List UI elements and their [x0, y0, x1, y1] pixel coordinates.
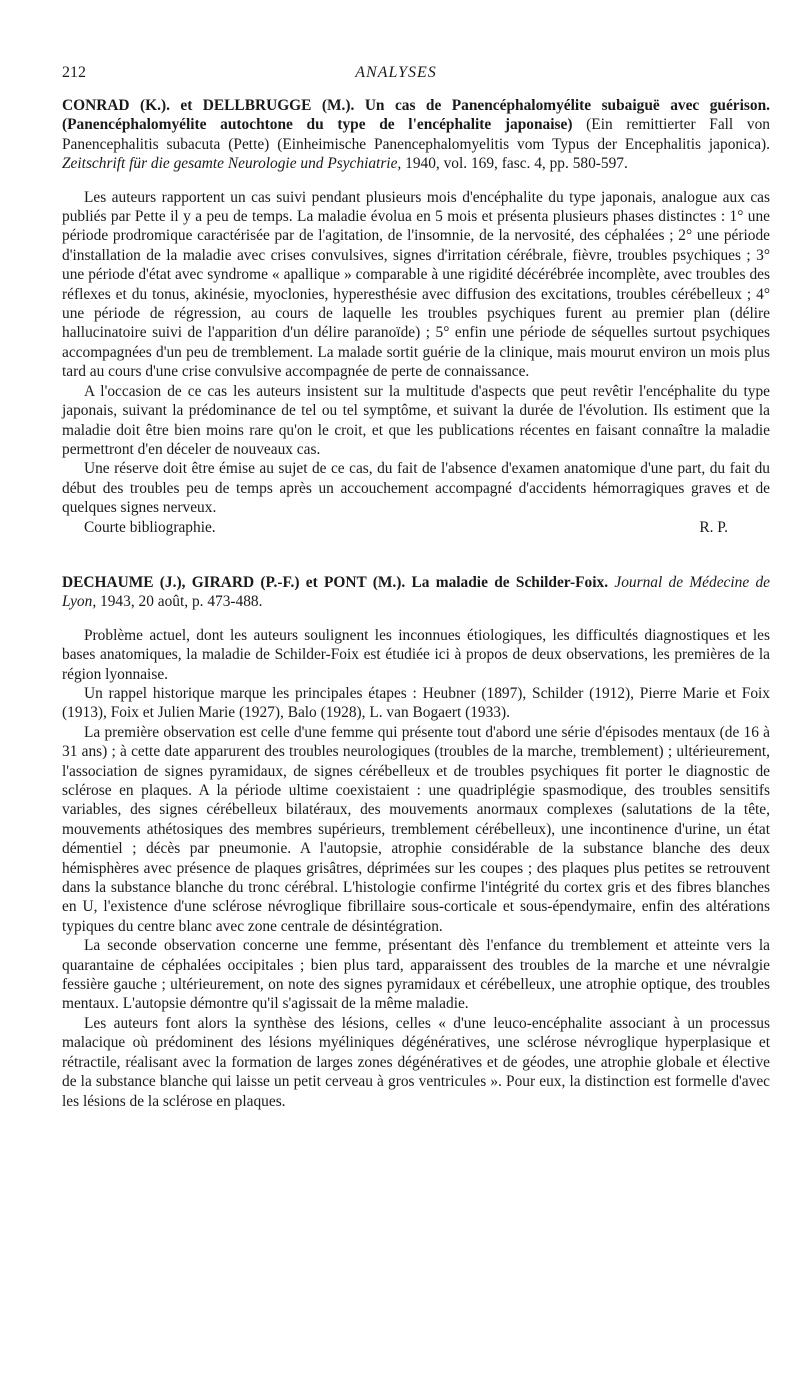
entry-2-paragraph-5: Les auteurs font alors la synthèse des lésions, celles « d'une leuco-encéphalite associant à un processus malacique où prédominent des lésions myéliniques dégénératives, une sclérose névroglique hyperplasique et rétractile, réalisant avec la formation de larges zones dégénératives et de géodes, une atrophie globale et élective de la substance blanche qui laisse un petit cerveau à gros ventricules ». Pour eux, la distinction est formelle d'avec les lésions de la sclérose en plaques.	[62, 1014, 770, 1110]
entry-2-paragraph-3: La première observation est celle d'une femme qui présente tout d'abord une série d'épisodes mentaux (de 16 à 31 ans) ; à cette date apparurent des troubles neurologiques (troubles de la marche, tremblement) ; ultérieurement, l'association de signes pyramidaux, de signes cérébelleux et de troubles psychiques fit porter le diagnostic de sclérose en plaques. A la période ultime coexistaient : une quadriplégie spasmodique, des troubles sensitifs variables, des signes cérébelleux bilatéraux, des mouvements anormaux complexes (salutations de la tête, mouvements athétosiques des membres supérieurs, tremblement cérébelleux), une incontinence d'urine, un état démentiel ; décès par pneumonie. A l'autopsie, atrophie considérable de la substance blanche des deux hémisphères avec présence de plaques grisâtres, déprimées sur les coupes ; des plaques plus petites se retrouvent dans la substance blanche du tronc cérébral. L'histologie confirme l'intégrité du cortex gris et des fibres blanches en U, l'existence d'une sclérose névroglique fibrillaire sous-corticale et sous-épendymaire, enfin des altérations typiques du centre blanc avec zone centrale de désintégration.	[62, 723, 770, 935]
entry-1-paragraph-2: A l'occasion de ce cas les auteurs insistent sur la multitude d'aspects que peut revêtir l'encéphalite du type japonais, suivant la prédominance de tel ou tel symptôme, et suivant la durée de l'évolution. Ils estiment que la maladie doit être bien moins rare qu'on le croit, et que les publications récentes en faisant connaître la maladie permettront d'en déceler de nouveaux cas.	[62, 382, 770, 458]
entry-2-paragraph-1: Problème actuel, dont les auteurs soulignent les inconnues étiologiques, les difficultés diagnostiques et les bases anatomiques, la maladie de Schilder-Foix est étudiée ici à propos de deux observations, les premières de la région lyonnaise.	[62, 626, 770, 683]
page-number: 212	[62, 64, 86, 81]
entry-1-paragraph-3: Une réserve doit être émise au sujet de ce cas, du fait de l'absence d'examen anatomique d'une part, du fait du début des troubles peu de temps après un accouchement accompagné d'accidents hémorragiques graves et de quelques signes nerveux.	[62, 460, 770, 517]
entry-1-closing	[62, 518, 770, 537]
page-header	[62, 64, 770, 86]
entry-1-original-title: (Ein remittierter Fall von Panencephalitis subacuta (Pette) (Einheimische Panencephalomyelitis vom Typus der Encephalitis japonica).	[62, 116, 770, 153]
entry-1-authors: CONRAD (K.). et DELLBRUGGE (M.).	[62, 97, 355, 114]
entry-1-citation: 1940, vol. 169, fasc. 4, pp. 580-597.	[405, 155, 628, 173]
entry-1-heading	[62, 96, 770, 174]
entry-1-paragraph-1: Les auteurs rapportent un cas suivi pendant plusieurs mois d'encéphalite du type japonais, analogue aux cas publiés par Pette il y a peu de temps. La maladie évolua en 5 mois et présenta plusieurs phases distinctes : 1° une période prodromique caractérisée par de l'agitation, de l'insomnie, de la nervosité, des céphalées ; 2° une période d'installation de la maladie avec crises convulsives, signes d'irritation cérébrale, fièvre, troubles psychiques ; 3° une période d'état avec syndrome « apallique » comparable à une rigidité décérébrée incomplète, avec troubles des réflexes et du tonus, akinésie, myoclonies, hyperesthésie avec diffusion des excitations, troubles cérébelleux ; 4° une période de régression, au cours de laquelle les troubles psychiques furent au premier plan (délire hallucinatoire suivi de l'apparition d'un délire paranoïde) ; 5° enfin une période de séquelles surtout psychiques accompagnées d'un peu de tremblement. La malade sortit guérie de la clinique, mais mourut environ un mois plus tard au cours d'une crise convulsive accompagnée de perte de connaissance.	[62, 188, 770, 381]
entry-2-title: La maladie de Schilder-Foix.	[411, 573, 609, 591]
running-title: ANALYSES	[355, 64, 437, 81]
entry-2-heading	[62, 573, 770, 612]
article-body	[62, 96, 770, 1111]
entry-1-journal: Zeitschrift für die gesamte Neurologie und Psychiatrie,	[62, 155, 402, 173]
entry-2-citation: 1943, 20 août, p. 473-488.	[100, 593, 263, 611]
entry-2-authors: DECHAUME (J.), GIRARD (P.-F.) et PONT (M.).	[62, 573, 406, 591]
entry-1-title: Un cas de Panencéphalomyélite subaiguë avec guérison. (Panencéphalomyélite autochtone du type de l'encéphalite japonaise)	[62, 97, 770, 134]
entry-1-bibliography-note: Courte bibliographie.	[84, 518, 216, 536]
entry-2-journal: Journal de Médecine de Lyon,	[62, 573, 770, 611]
entry-1-signature: R. P.	[699, 518, 728, 536]
entry-2-paragraph-4: La seconde observation concerne une femme, présentant dès l'enfance du tremblement et atteinte vers la quarantaine de céphalées occipitales ; bien plus tard, apparaissent des troubles de la marche et une névralgie fessière gauche ; ultérieurement, on note des signes pyramidaux et cérébelleux, une atrophie optique, des troubles mentaux. L'autopsie démontre qu'il s'agissait de la même maladie.	[62, 937, 770, 1013]
entry-2-paragraph-2: Un rappel historique marque les principales étapes : Heubner (1897), Schilder (1912), Pierre Marie et Foix (1913), Foix et Julien Marie (1927), Balo (1928), L. van Bogaert (1933).	[62, 684, 770, 722]
